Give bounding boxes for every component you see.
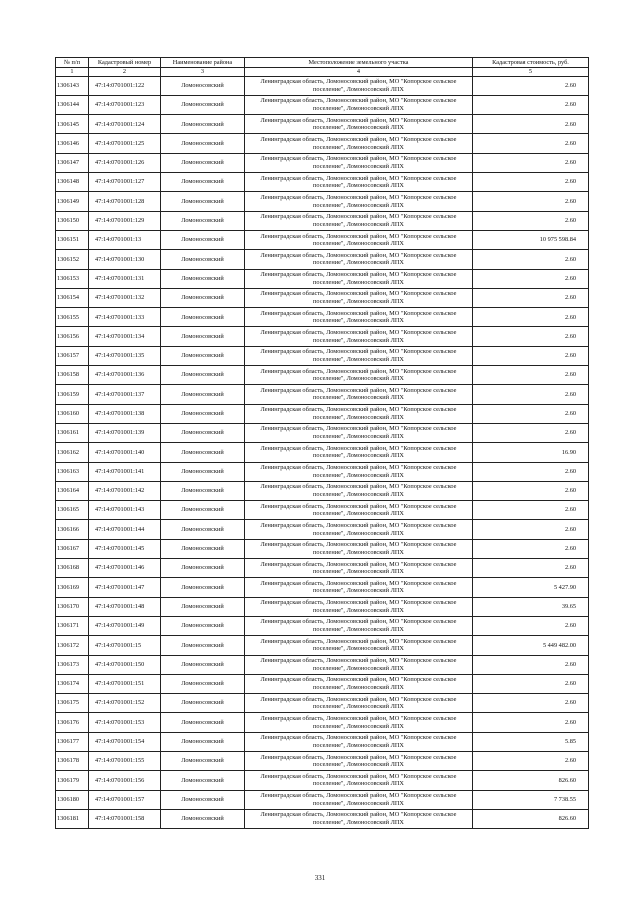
row-number: 1306150 [56,211,89,230]
district-name: Ломоносовский [161,327,245,346]
cadastral-cost: 2.60 [473,95,589,114]
land-plot-location: Ленинградская область, Ломоносовский район, МО "Копорское сельское поселение", Ломоносовский ЛПХ [245,250,473,269]
row-number: 1306175 [56,694,89,713]
row-number: 1306174 [56,674,89,693]
cadastral-cost: 16.90 [473,443,589,462]
cadastral-number: 47:14:0701001:13 [89,230,161,249]
cadastral-number: 47:14:0701001:130 [89,250,161,269]
cadastral-cost: 2.60 [473,308,589,327]
table-row [56,134,589,153]
cadastral-number: 47:14:0701001:155 [89,751,161,770]
header-number: № п/п [56,58,89,68]
land-plot-location: Ленинградская область, Ломоносовский район, МО "Копорское сельское поселение", Ломоносовский ЛПХ [245,443,473,462]
row-number: 1306145 [56,115,89,134]
row-number: 1306162 [56,443,89,462]
cadastral-cost: 2.60 [473,674,589,693]
land-plot-location: Ленинградская область, Ломоносовский район, МО "Копорское сельское поселение", Ломоносовский ЛПХ [245,539,473,558]
district-name: Ломоносовский [161,211,245,230]
land-plot-location: Ленинградская область, Ломоносовский район, МО "Копорское сельское поселение", Ломоносовский ЛПХ [245,288,473,307]
table-row [56,636,589,655]
cadastral-cost: 2.60 [473,481,589,500]
column-number-row [56,68,589,77]
table-row [56,385,589,404]
row-number: 1306159 [56,385,89,404]
land-plot-location: Ленинградская область, Ломоносовский район, МО "Копорское сельское поселение", Ломоносовский ЛПХ [245,597,473,616]
table-row [56,230,589,249]
district-name: Ломоносовский [161,539,245,558]
district-name: Ломоносовский [161,404,245,423]
cadastral-cost: 2.60 [473,192,589,211]
header-district: Наименование района [161,58,245,68]
cadastral-cost: 2.60 [473,173,589,192]
row-number: 1306178 [56,751,89,770]
table-row [56,790,589,809]
row-number: 1306152 [56,250,89,269]
cadastral-number: 47:14:0701001:128 [89,192,161,211]
cadastral-cost: 2.60 [473,520,589,539]
district-name: Ломоносовский [161,423,245,442]
district-name: Ломоносовский [161,732,245,751]
land-plot-location: Ленинградская область, Ломоносовский район, МО "Копорское сельское поселение", Ломоносовский ЛПХ [245,404,473,423]
land-plot-location: Ленинградская область, Ломоносовский район, МО "Копорское сельское поселение", Ломоносовский ЛПХ [245,751,473,770]
district-name: Ломоносовский [161,597,245,616]
district-name: Ломоносовский [161,173,245,192]
row-number: 1306153 [56,269,89,288]
land-plot-location: Ленинградская область, Ломоносовский район, МО "Копорское сельское поселение", Ломоносовский ЛПХ [245,559,473,578]
cadastral-number: 47:14:0701001:125 [89,134,161,153]
header-cadastral-number: Кадастровый номер [89,58,161,68]
cadastral-number: 47:14:0701001:129 [89,211,161,230]
land-plot-location: Ленинградская область, Ломоносовский район, МО "Копорское сельское поселение", Ломоносовский ЛПХ [245,616,473,635]
district-name: Ломоносовский [161,462,245,481]
land-plot-location: Ленинградская область, Ломоносовский район, МО "Копорское сельское поселение", Ломоносовский ЛПХ [245,674,473,693]
table-row [56,211,589,230]
cadastral-cost: 2.60 [473,76,589,95]
table-row [56,578,589,597]
table-row [56,674,589,693]
land-plot-location: Ленинградская область, Ломоносовский район, МО "Копорское сельское поселение", Ломоносовский ЛПХ [245,95,473,114]
table-row [56,173,589,192]
land-plot-location: Ленинградская область, Ломоносовский район, МО "Копорское сельское поселение", Ломоносовский ЛПХ [245,694,473,713]
row-number: 1306149 [56,192,89,211]
row-number: 1306147 [56,153,89,172]
table-row [56,192,589,211]
land-plot-location: Ленинградская область, Ломоносовский район, МО "Копорское сельское поселение", Ломоносовский ЛПХ [245,211,473,230]
table-row [56,751,589,770]
district-name: Ломоносовский [161,366,245,385]
cadastral-number: 47:14:0701001:145 [89,539,161,558]
table-row [56,443,589,462]
district-name: Ломоносовский [161,288,245,307]
cadastral-cost: 2.60 [473,694,589,713]
cadastral-cost: 2.60 [473,751,589,770]
cadastral-number: 47:14:0701001:137 [89,385,161,404]
land-plot-location: Ленинградская область, Ломоносовский район, МО "Копорское сельское поселение", Ломоносовский ЛПХ [245,76,473,95]
cadastral-number: 47:14:0701001:136 [89,366,161,385]
cadastral-number: 47:14:0701001:158 [89,809,161,828]
cadastral-cost: 826.60 [473,771,589,790]
cadastral-number: 47:14:0701001:15 [89,636,161,655]
district-name: Ломоносовский [161,308,245,327]
row-number: 1306156 [56,327,89,346]
land-plot-location: Ленинградская область, Ломоносовский район, МО "Копорское сельское поселение", Ломоносовский ЛПХ [245,520,473,539]
district-name: Ломоносовский [161,250,245,269]
district-name: Ломоносовский [161,134,245,153]
row-number: 1306171 [56,616,89,635]
table-row [56,76,589,95]
district-name: Ломоносовский [161,790,245,809]
header-row [56,58,589,68]
table-row [56,269,589,288]
cadastral-cost: 2.60 [473,134,589,153]
cadastral-cost: 2.60 [473,288,589,307]
table-row [56,423,589,442]
land-plot-location: Ленинградская область, Ломоносовский район, МО "Копорское сельское поселение", Ломоносовский ЛПХ [245,462,473,481]
cadastral-cost: 2.60 [473,423,589,442]
table-row [56,539,589,558]
row-number: 1306173 [56,655,89,674]
row-number: 1306155 [56,308,89,327]
district-name: Ломоносовский [161,501,245,520]
column-number-4: 4 [245,68,473,77]
row-number: 1306143 [56,76,89,95]
land-plot-location: Ленинградская область, Ломоносовский район, МО "Копорское сельское поселение", Ломоносовский ЛПХ [245,230,473,249]
cadastral-cost: 2.60 [473,713,589,732]
land-plot-location: Ленинградская область, Ломоносовский район, МО "Копорское сельское поселение", Ломоносовский ЛПХ [245,713,473,732]
row-number: 1306165 [56,501,89,520]
district-name: Ломоносовский [161,713,245,732]
land-plot-location: Ленинградская область, Ломоносовский район, МО "Копорское сельское поселение", Ломоносовский ЛПХ [245,501,473,520]
column-number-3: 3 [161,68,245,77]
cadastral-cost: 5 427.90 [473,578,589,597]
row-number: 1306172 [56,636,89,655]
district-name: Ломоносовский [161,115,245,134]
land-plot-location: Ленинградская область, Ломоносовский район, МО "Копорское сельское поселение", Ломоносовский ЛПХ [245,578,473,597]
row-number: 1306157 [56,346,89,365]
table-row [56,501,589,520]
row-number: 1306144 [56,95,89,114]
cadastral-number: 47:14:0701001:140 [89,443,161,462]
land-plot-location: Ленинградская область, Ломоносовский район, МО "Копорское сельское поселение", Ломоносовский ЛПХ [245,134,473,153]
district-name: Ломоносовский [161,559,245,578]
cadastral-number: 47:14:0701001:141 [89,462,161,481]
district-name: Ломоносовский [161,76,245,95]
district-name: Ломоносовский [161,694,245,713]
cadastral-number: 47:14:0701001:134 [89,327,161,346]
row-number: 1306168 [56,559,89,578]
table-row [56,520,589,539]
cadastral-cost: 2.60 [473,385,589,404]
land-plot-location: Ленинградская область, Ломоносовский район, МО "Копорское сельское поселение", Ломоносовский ЛПХ [245,732,473,751]
column-number-5: 5 [473,68,589,77]
cadastral-number: 47:14:0701001:135 [89,346,161,365]
row-number: 1306158 [56,366,89,385]
district-name: Ломоносовский [161,655,245,674]
row-number: 1306151 [56,230,89,249]
table-row [56,366,589,385]
row-number: 1306177 [56,732,89,751]
cadastral-cost: 2.60 [473,115,589,134]
land-plot-location: Ленинградская область, Ломоносовский район, МО "Копорское сельское поселение", Ломоносовский ЛПХ [245,173,473,192]
row-number: 1306146 [56,134,89,153]
land-plot-location: Ленинградская область, Ломоносовский район, МО "Копорское сельское поселение", Ломоносовский ЛПХ [245,192,473,211]
cadastral-cost: 2.60 [473,153,589,172]
table-row [56,809,589,828]
cadastral-cost: 826.60 [473,809,589,828]
row-number: 1306169 [56,578,89,597]
cadastral-cost: 10 975 598.84 [473,230,589,249]
table-row [56,250,589,269]
table-row [56,95,589,114]
cadastral-number: 47:14:0701001:148 [89,597,161,616]
table-row [56,346,589,365]
district-name: Ломоносовский [161,616,245,635]
table-row [56,462,589,481]
cadastral-cost: 2.60 [473,250,589,269]
cadastral-number: 47:14:0701001:132 [89,288,161,307]
table-row [56,327,589,346]
table-row [56,732,589,751]
cadastral-number: 47:14:0701001:154 [89,732,161,751]
cadastral-cost: 2.60 [473,539,589,558]
row-number: 1306161 [56,423,89,442]
district-name: Ломоносовский [161,269,245,288]
cadastral-number: 47:14:0701001:146 [89,559,161,578]
row-number: 1306160 [56,404,89,423]
district-name: Ломоносовский [161,771,245,790]
cadastral-cost: 5.85 [473,732,589,751]
cadastral-value-table [55,57,589,829]
land-plot-location: Ленинградская область, Ломоносовский район, МО "Копорское сельское поселение", Ломоносовский ЛПХ [245,308,473,327]
table-row [56,616,589,635]
district-name: Ломоносовский [161,809,245,828]
district-name: Ломоносовский [161,636,245,655]
land-plot-location: Ленинградская область, Ломоносовский район, МО "Копорское сельское поселение", Ломоносовский ЛПХ [245,153,473,172]
cadastral-number: 47:14:0701001:150 [89,655,161,674]
cadastral-number: 47:14:0701001:122 [89,76,161,95]
cadastral-number: 47:14:0701001:127 [89,173,161,192]
cadastral-number: 47:14:0701001:147 [89,578,161,597]
cadastral-cost: 2.60 [473,462,589,481]
header-cadastral-cost: Кадастровая стоимость, руб. [473,58,589,68]
cadastral-number: 47:14:0701001:151 [89,674,161,693]
cadastral-cost: 2.60 [473,404,589,423]
cadastral-number: 47:14:0701001:139 [89,423,161,442]
district-name: Ломоносовский [161,385,245,404]
row-number: 1306166 [56,520,89,539]
table-row [56,597,589,616]
row-number: 1306170 [56,597,89,616]
land-plot-location: Ленинградская область, Ломоносовский район, МО "Копорское сельское поселение", Ломоносовский ЛПХ [245,636,473,655]
district-name: Ломоносовский [161,230,245,249]
row-number: 1306179 [56,771,89,790]
cadastral-number: 47:14:0701001:156 [89,771,161,790]
table-row [56,655,589,674]
cadastral-number: 47:14:0701001:124 [89,115,161,134]
row-number: 1306176 [56,713,89,732]
district-name: Ломоносовский [161,346,245,365]
land-plot-location: Ленинградская область, Ломоносовский район, МО "Копорское сельское поселение", Ломоносовский ЛПХ [245,327,473,346]
table-body [56,76,589,829]
land-plot-location: Ленинградская область, Ломоносовский район, МО "Копорское сельское поселение", Ломоносовский ЛПХ [245,655,473,674]
table-row [56,771,589,790]
table-row [56,153,589,172]
cadastral-number: 47:14:0701001:133 [89,308,161,327]
district-name: Ломоносовский [161,153,245,172]
district-name: Ломоносовский [161,481,245,500]
cadastral-cost: 2.60 [473,366,589,385]
land-plot-location: Ленинградская область, Ломоносовский район, МО "Копорское сельское поселение", Ломоносовский ЛПХ [245,269,473,288]
row-number: 1306180 [56,790,89,809]
table-row [56,404,589,423]
table-row [56,559,589,578]
cadastral-cost: 2.60 [473,327,589,346]
cadastral-cost: 39.65 [473,597,589,616]
cadastral-number: 47:14:0701001:131 [89,269,161,288]
cadastral-cost: 7 738.55 [473,790,589,809]
land-plot-location: Ленинградская область, Ломоносовский район, МО "Копорское сельское поселение", Ломоносовский ЛПХ [245,346,473,365]
district-name: Ломоносовский [161,520,245,539]
cadastral-number: 47:14:0701001:149 [89,616,161,635]
cadastral-number: 47:14:0701001:143 [89,501,161,520]
cadastral-number: 47:14:0701001:157 [89,790,161,809]
land-plot-location: Ленинградская область, Ломоносовский район, МО "Копорское сельское поселение", Ломоносовский ЛПХ [245,809,473,828]
district-name: Ломоносовский [161,443,245,462]
cadastral-number: 47:14:0701001:153 [89,713,161,732]
header-location: Местоположение земельного участка [245,58,473,68]
cadastral-number: 47:14:0701001:144 [89,520,161,539]
cadastral-cost: 5 449 482.00 [473,636,589,655]
district-name: Ломоносовский [161,578,245,597]
page-number: 331 [314,874,326,882]
cadastral-cost: 2.60 [473,616,589,635]
cadastral-number: 47:14:0701001:126 [89,153,161,172]
cadastral-number: 47:14:0701001:138 [89,404,161,423]
land-plot-location: Ленинградская область, Ломоносовский район, МО "Копорское сельское поселение", Ломоносовский ЛПХ [245,115,473,134]
land-plot-location: Ленинградская область, Ломоносовский район, МО "Копорское сельское поселение", Ломоносовский ЛПХ [245,366,473,385]
column-number-1: 1 [56,68,89,77]
cadastral-number: 47:14:0701001:152 [89,694,161,713]
district-name: Ломоносовский [161,751,245,770]
district-name: Ломоносовский [161,674,245,693]
district-name: Ломоносовский [161,192,245,211]
row-number: 1306181 [56,809,89,828]
land-plot-location: Ленинградская область, Ломоносовский район, МО "Копорское сельское поселение", Ломоносовский ЛПХ [245,481,473,500]
cadastral-number: 47:14:0701001:123 [89,95,161,114]
cadastral-cost: 2.60 [473,346,589,365]
table-row [56,308,589,327]
cadastral-cost: 2.60 [473,655,589,674]
row-number: 1306148 [56,173,89,192]
row-number: 1306154 [56,288,89,307]
district-name: Ломоносовский [161,95,245,114]
column-number-2: 2 [89,68,161,77]
land-plot-location: Ленинградская область, Ломоносовский район, МО "Копорское сельское поселение", Ломоносовский ЛПХ [245,790,473,809]
cadastral-cost: 2.60 [473,211,589,230]
land-plot-location: Ленинградская область, Ломоносовский район, МО "Копорское сельское поселение", Ломоносовский ЛПХ [245,385,473,404]
row-number: 1306163 [56,462,89,481]
cadastral-number: 47:14:0701001:142 [89,481,161,500]
table-row [56,481,589,500]
cadastral-cost: 2.60 [473,559,589,578]
cadastral-cost: 2.60 [473,269,589,288]
cadastral-cost: 2.60 [473,501,589,520]
table-row [56,288,589,307]
land-plot-location: Ленинградская область, Ломоносовский район, МО "Копорское сельское поселение", Ломоносовский ЛПХ [245,771,473,790]
land-plot-location: Ленинградская область, Ломоносовский район, МО "Копорское сельское поселение", Ломоносовский ЛПХ [245,423,473,442]
table-row [56,115,589,134]
table-row [56,694,589,713]
row-number: 1306167 [56,539,89,558]
table-row [56,713,589,732]
row-number: 1306164 [56,481,89,500]
